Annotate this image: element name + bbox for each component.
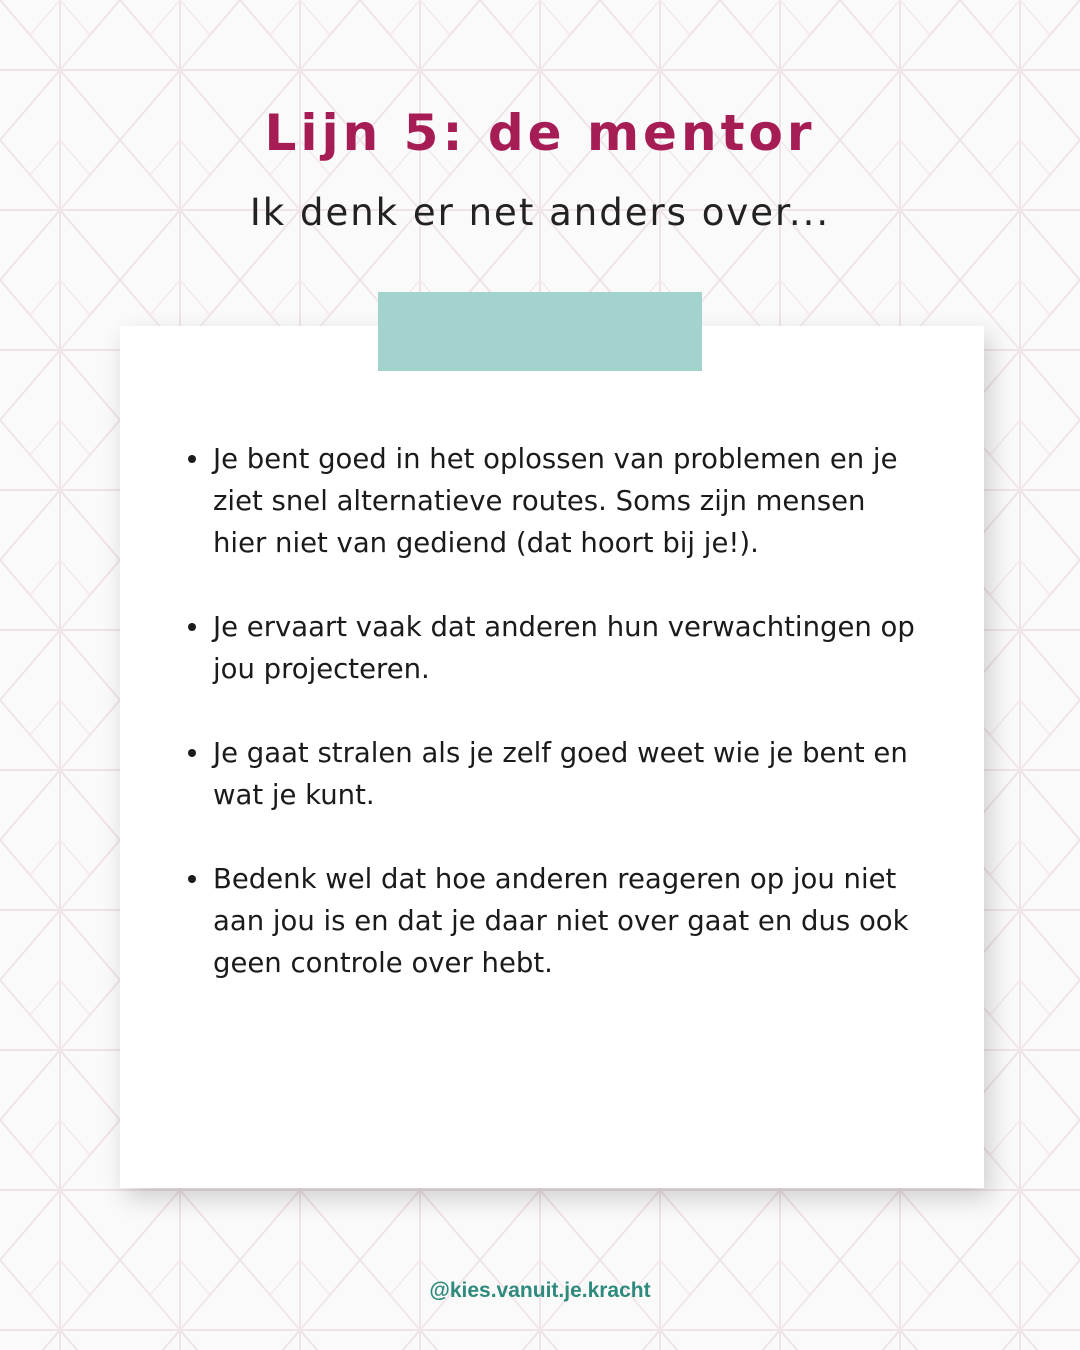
bullet-list [185, 438, 925, 1026]
bullet-dot-icon [188, 623, 196, 631]
social-handle: @kies.vanuit.je.kracht [429, 1279, 651, 1302]
list-item [185, 606, 925, 690]
list-item [185, 438, 925, 564]
bullet-dot-icon [188, 749, 196, 757]
tape-strip [378, 292, 702, 371]
list-item [185, 732, 925, 816]
list-item-text: Je bent goed in het oplossen van problemen en je ziet snel alternatieve routes. Soms zijn mensen hier niet van gediend (dat hoort bij je!). [213, 443, 898, 559]
list-item [185, 858, 925, 984]
list-item-text: Bedenk wel dat hoe anderen reageren op jou niet aan jou is en dat je daar niet over gaat en dus ook geen controle over hebt. [213, 863, 909, 979]
bullet-dot-icon [188, 455, 196, 463]
page-title: Lijn 5: de mentor [264, 104, 816, 162]
bullet-dot-icon [188, 875, 196, 883]
page-subtitle: Ik denk er net anders over... [249, 191, 831, 234]
list-item-text: Je ervaart vaak dat anderen hun verwachtingen op jou projecteren. [213, 611, 915, 685]
list-item-text: Je gaat stralen als je zelf goed weet wie je bent en wat je kunt. [213, 737, 908, 811]
